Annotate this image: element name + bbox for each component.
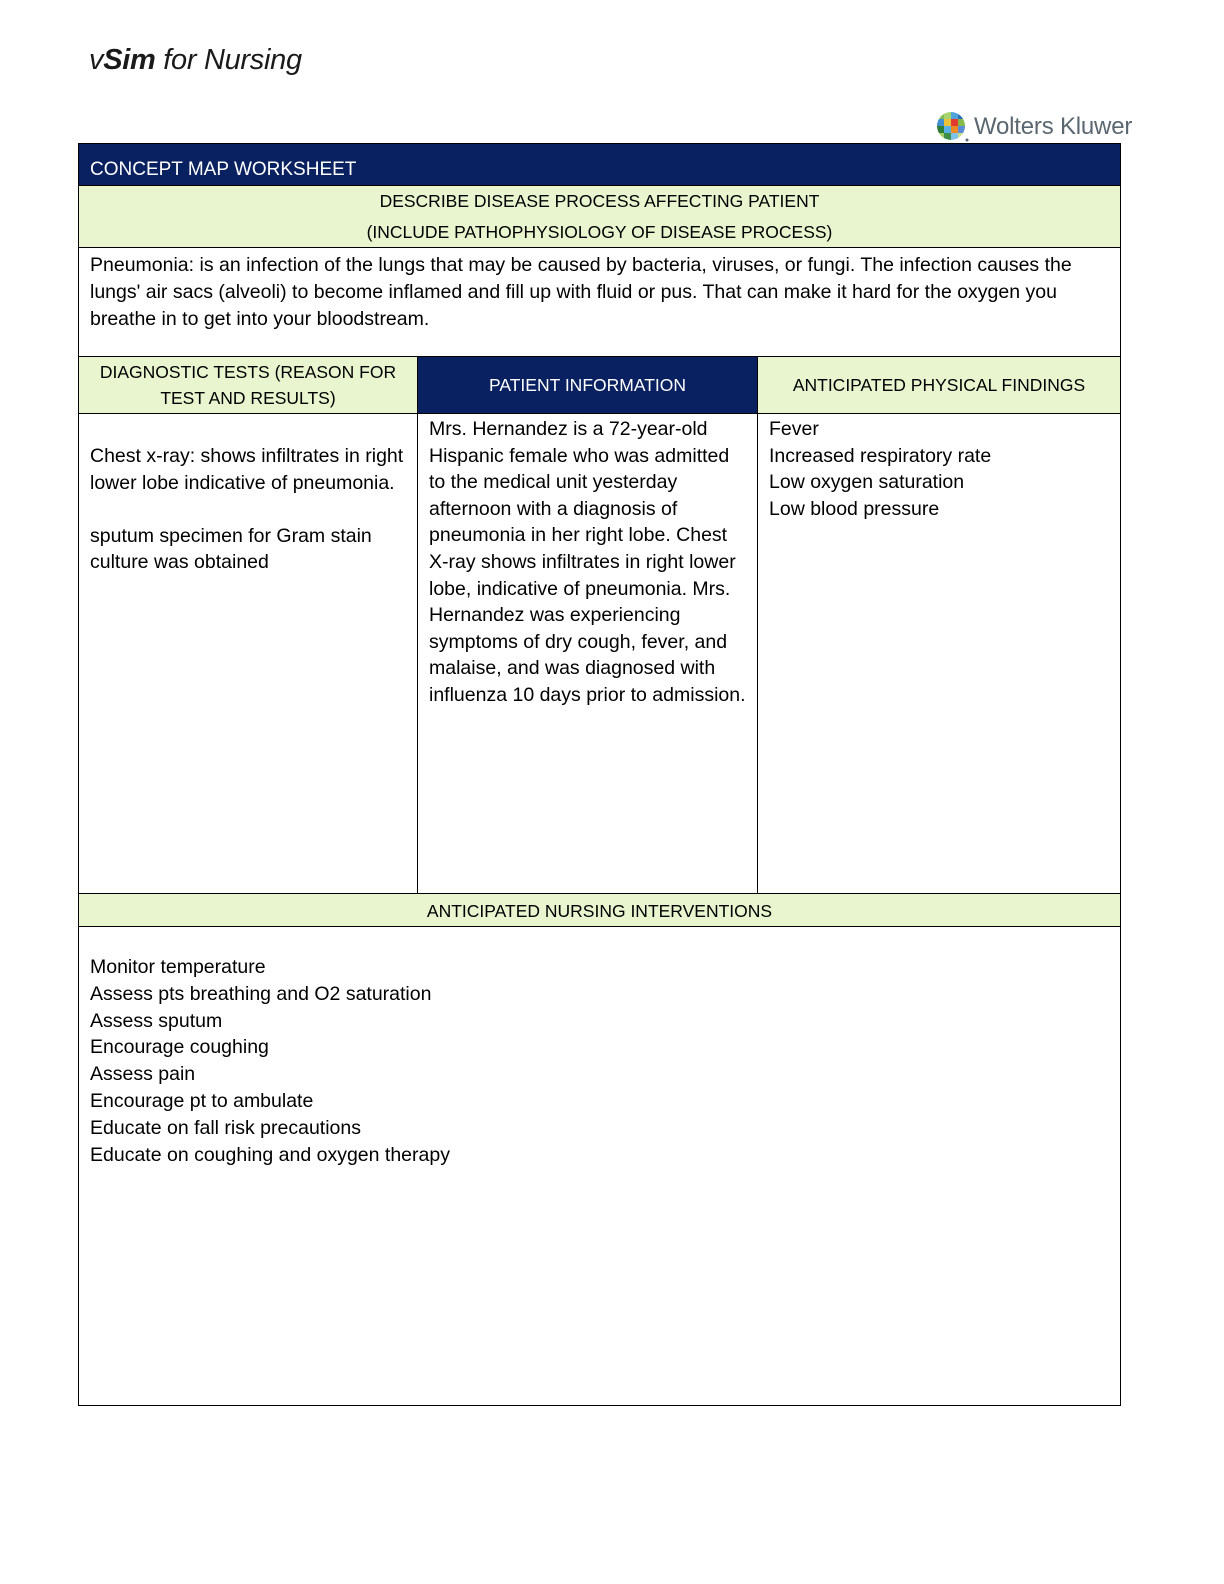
intervention-item: Monitor temperature <box>90 956 266 978</box>
vsim-logo <box>89 44 302 77</box>
finding-item: Low oxygen saturation <box>769 471 965 494</box>
vsim-logo-rest: for Nursing <box>155 44 302 76</box>
intervention-item: Assess sputum <box>90 1009 223 1032</box>
vsim-logo-sim: Sim <box>103 44 156 76</box>
intervention-item: Encourage pt to ambulate <box>90 1089 314 1112</box>
spacer <box>90 496 406 523</box>
column-headings <box>79 356 1120 414</box>
describe-disease-heading <box>79 185 1120 248</box>
nursing-interventions-heading: ANTICIPATED NURSING INTERVENTIONS <box>79 893 1120 927</box>
vsim-logo-v: v <box>89 44 104 76</box>
concept-map-worksheet <box>78 143 1121 1406</box>
physical-findings-content <box>758 414 1120 893</box>
patient-information-content: Mrs. Hernandez is a 72-year-old Hispanic female who was admitted to the medical unit yesterday afternoon with a diagnosis of pneumonia in her right lobe. Chest X-ray shows infiltrates in right lower lobe, indicative of pneumonia. Mrs. Hernandez was experiencing symptoms of dry cough, fever, and malaise, and was diagnosed with influenza 10 days prior to admission. <box>418 414 758 893</box>
column-contents <box>79 414 1120 893</box>
finding-item: Increased respiratory rate <box>769 444 992 467</box>
nursing-interventions-content <box>79 927 1120 1405</box>
diagnostic-entry: sputum specimen for Gram stain culture was obtained <box>90 524 372 574</box>
diagnostic-tests-content <box>79 414 418 893</box>
diagnostic-entry: Chest x-ray: shows infiltrates in right lower lobe indicative of pneumonia. <box>90 445 404 494</box>
finding-item: Fever <box>769 418 819 440</box>
publisher-name: Wolters Kluwer <box>974 113 1133 140</box>
finding-item: Low blood pressure <box>769 497 940 520</box>
describe-heading-line2: (INCLUDE PATHOPHYSIOLOGY OF DISEASE PROCESS) <box>366 222 833 242</box>
physical-findings-heading: ANTICIPATED PHYSICAL FINDINGS <box>758 357 1120 413</box>
patient-information-heading: PATIENT INFORMATION <box>418 357 758 413</box>
describe-heading-line1: DESCRIBE DISEASE PROCESS AFFECTING PATIENT <box>379 191 820 211</box>
intervention-item: Assess pain <box>90 1063 196 1086</box>
wolters-kluwer-logo <box>936 111 1132 143</box>
intervention-item: Assess pts breathing and O2 saturation <box>90 982 432 1005</box>
worksheet-title: CONCEPT MAP WORKSHEET <box>79 144 1120 185</box>
intervention-item: Educate on coughing and oxygen therapy <box>90 1143 450 1166</box>
wolters-kluwer-globe-icon <box>936 111 970 143</box>
diagnostic-tests-heading: DIAGNOSTIC TESTS (REASON FOR TEST AND RESULTS) <box>79 357 418 413</box>
intervention-item: Encourage coughing <box>90 1036 269 1059</box>
intervention-item: Educate on fall risk precautions <box>90 1116 361 1139</box>
disease-description: Pneumonia: is an infection of the lungs that may be caused by bacteria, viruses, or fungi. The infection causes the lungs' air sacs (alveoli) to become inflamed and fill up with fluid or pus. That can make it hard for the oxygen you breathe in to get into your bloodstream. <box>90 254 1072 330</box>
